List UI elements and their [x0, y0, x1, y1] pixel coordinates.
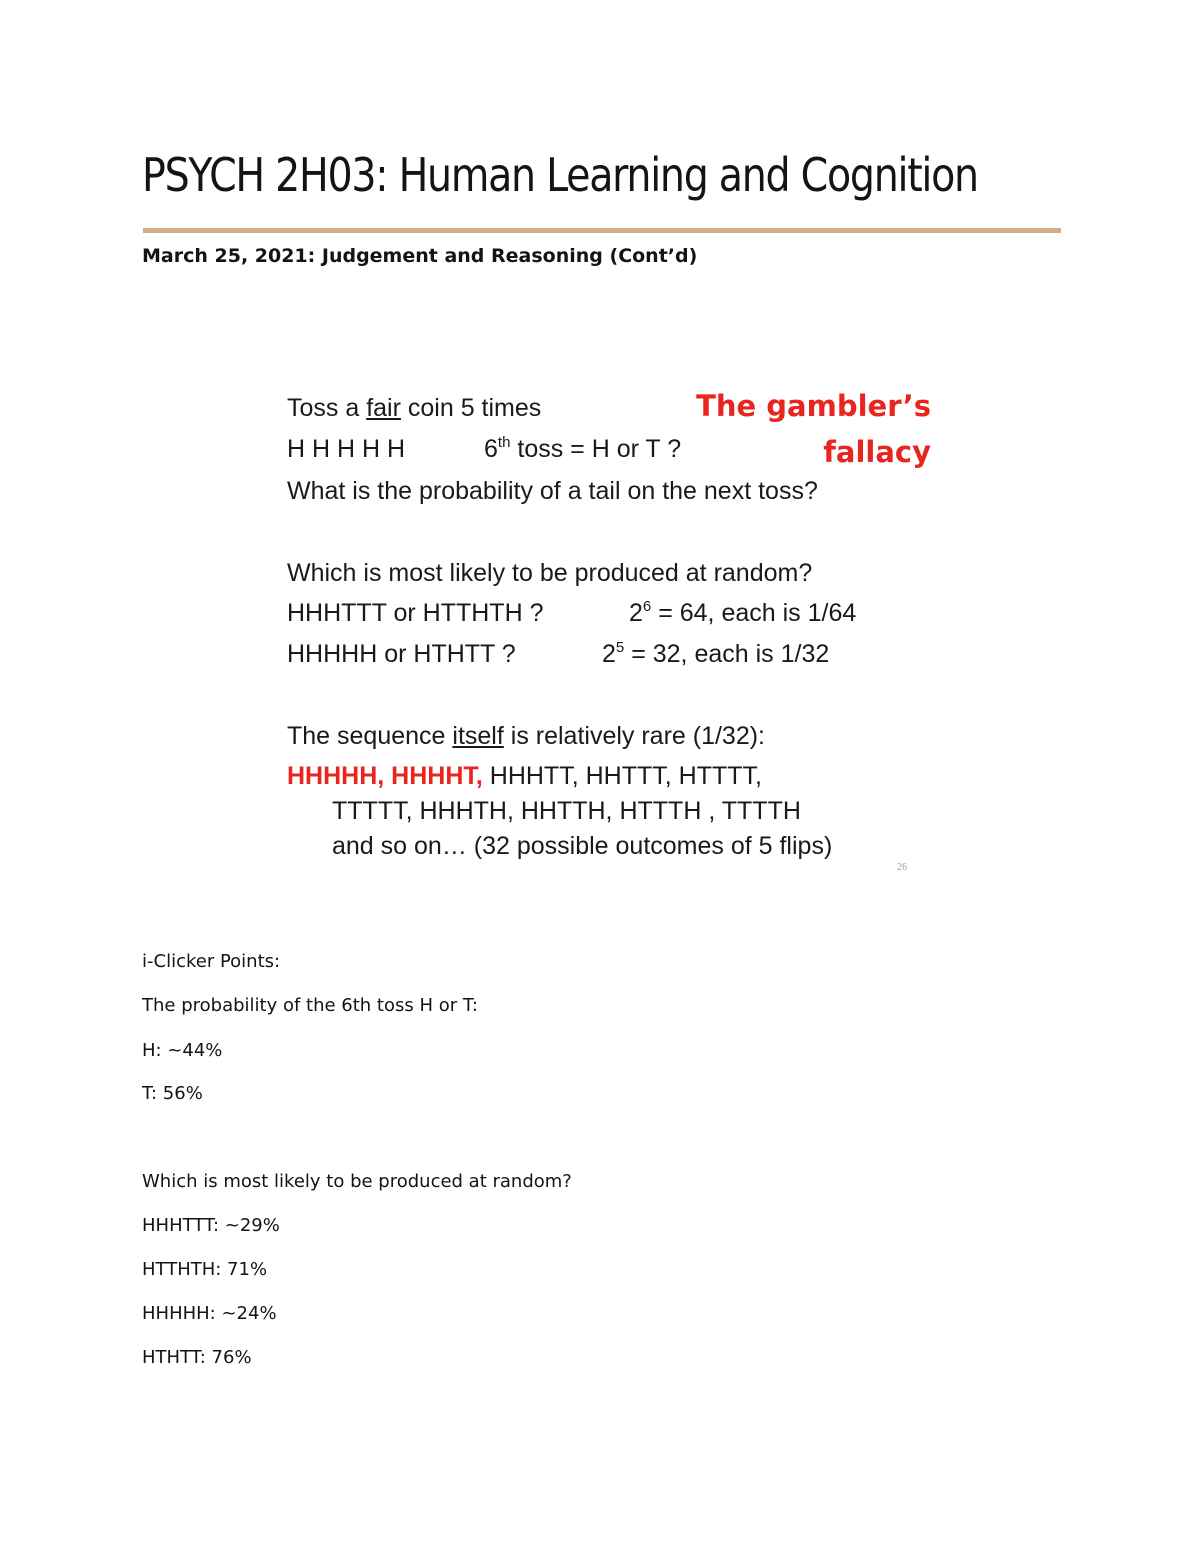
lecture-date-subtitle: March 25, 2021: Judgement and Reasoning (Cont’d): [142, 245, 698, 267]
notes-question-sixth-toss: The probability of the 6th toss H or T:: [142, 995, 478, 1016]
slide-line-toss-coin: Toss a fair coin 5 times: [287, 394, 542, 422]
slide-line-most-likely: Which is most likely to be produced at random?: [287, 559, 813, 587]
notes-answer-htthth: HTTHTH: 71%: [142, 1259, 268, 1280]
slide-number: 26: [897, 862, 907, 873]
notes-answer-heads: H: ~44%: [142, 1040, 223, 1061]
notes-answer-hhhttt: HHHTTT: ~29%: [142, 1215, 280, 1236]
notes-heading: i-Clicker Points:: [142, 951, 281, 972]
slide-line-probability-tail: What is the probability of a tail on the next toss?: [287, 477, 818, 505]
page-title: PSYCH 2H03: Human Learning and Cognition: [142, 148, 978, 202]
gamblers-fallacy-label: The gambler’s fallacy: [696, 389, 931, 469]
notes-answer-hhhhh: HHHHH: ~24%: [142, 1303, 277, 1324]
notes-question-random: Which is most likely to be produced at random?: [142, 1171, 572, 1192]
notes-answer-tails: T: 56%: [142, 1083, 203, 1104]
slide-line-sequence-rare: The sequence itself is relatively rare (1/32):: [287, 722, 766, 750]
slide-line-sixth-toss: 6th toss = H or T ?: [484, 434, 682, 463]
slide-line-and-so-on: and so on… (32 possible outcomes of 5 flips): [332, 832, 833, 860]
slide-line-hhhhh: H H H H H: [287, 435, 406, 463]
highlighted-sequences: HHHHH, HHHHT,: [287, 762, 483, 790]
slide-line-two-pow-six: $2^6 = 64$, each is 1/64: [629, 598, 857, 627]
slide-line-five-flip-pair: HHHHH or HTHTT ?: [287, 640, 516, 668]
slide-line-six-flip-pair: HHHTTT or HTTHTH ?: [287, 599, 544, 627]
slide-line-outcomes-2: TTTTT, HHHTH, HHTTH, HTTTH , TTTTH: [332, 797, 801, 825]
notes-answer-hthtt: HTHTT: 76%: [142, 1347, 252, 1368]
slide-line-two-pow-five: $2^5 = 32$, each is 1/32: [602, 639, 830, 668]
slide-line-outcomes-1: HHHHH, HHHHT, HHHTT, HHTTT, HTTTT,: [287, 762, 762, 790]
